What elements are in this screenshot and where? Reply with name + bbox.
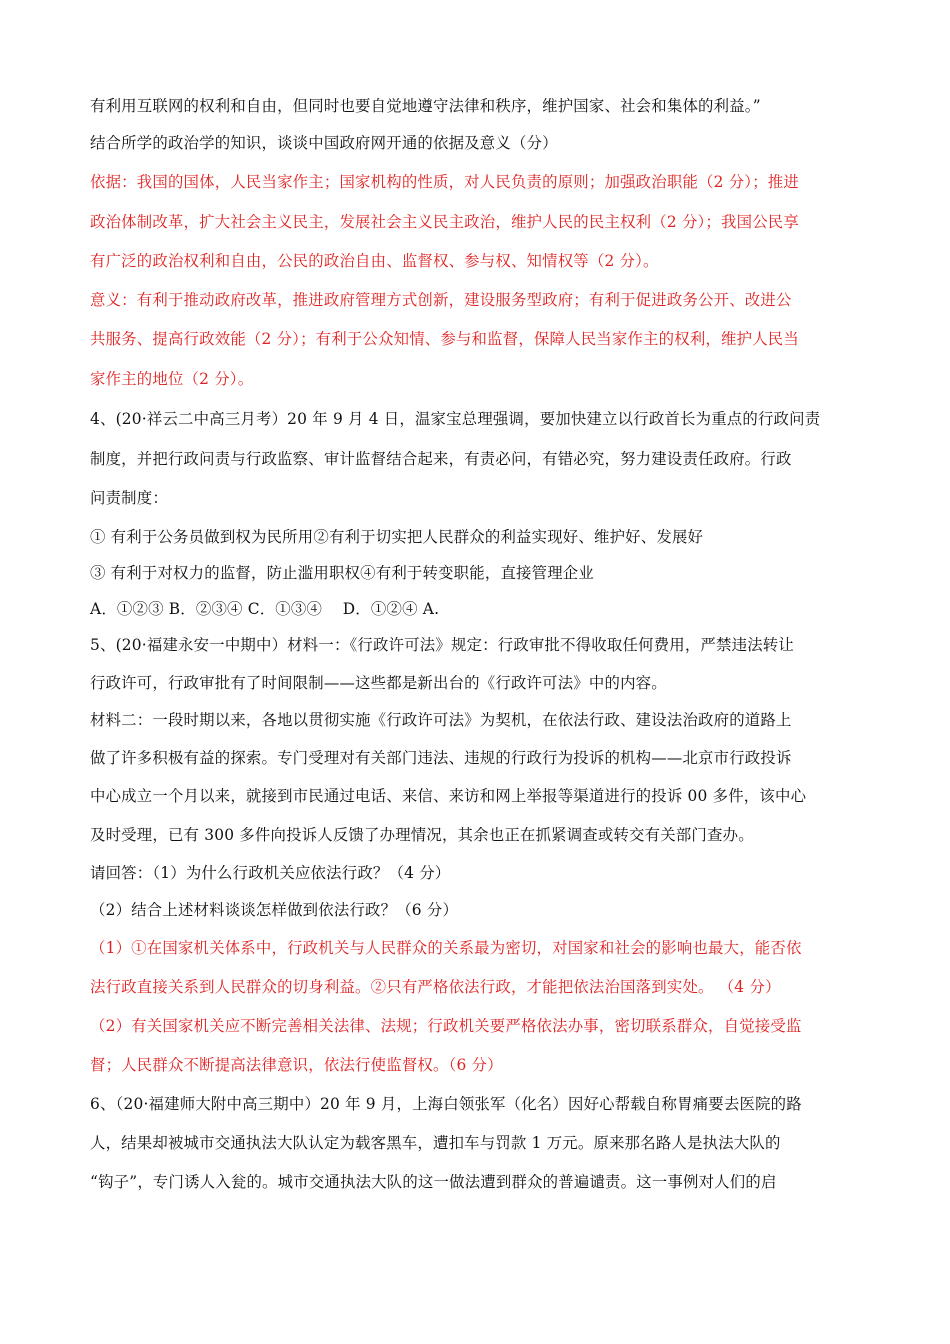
- choices-line: A．①②③ B．②③④ C．①③④ D．①②④ A.: [90, 600, 440, 618]
- text-line: 人，结果却被城市交通执法大队认定为载客黑车，遭扣车与罚款 1 万元。原来那名路人是执法大队的: [90, 1134, 781, 1152]
- answer-line: 法行政直接关系到人民群众的切身利益。②只有严格依法行政，才能把依法治国落到实处。 （4 分）: [90, 978, 781, 996]
- answer-line: 共服务、提高行政效能（2 分）；有利于公众知情、参与和监督，保障人民当家作主的权利，维护人民当: [90, 330, 799, 348]
- question-line: 4、(20·祥云二中高三月考）20 年 9 月 4 日，温家宝总理强调，要加快建立以行政首长为重点的行政问责: [90, 410, 821, 428]
- question-line: 5、(20·福建永安一中期中）材料一：《行政许可法》规定：行政审批不得收取任何费用，严禁违法转让: [90, 636, 794, 654]
- text-line: 问责制度：: [90, 489, 168, 507]
- answer-line: 家作主的地位（2 分）。: [90, 370, 254, 388]
- text-line: 材料二：一段时期以来，各地以贯彻实施《行政许可法》为契机，在依法行政、建设法治政府的道路上: [90, 711, 792, 729]
- text-line: “钩子”，专门诱人入瓮的。城市交通执法大队的这一做法遭到群众的普遍谴责。这一事例对人们的启: [90, 1173, 777, 1191]
- answer-line: 有广泛的政治权利和自由，公民的政治自由、监督权、参与权、知情权等（2 分）。: [90, 252, 659, 270]
- answer-line: 政治体制改革，扩大社会主义民主，发展社会主义民主政治，维护人民的民主权利（2 分）；我国公民享: [90, 213, 799, 231]
- answer-line: 督；人民群众不断提高法律意识，依法行使监督权。（6 分）: [90, 1056, 503, 1074]
- answer-line: 意义：有利于推动政府改革，推进政府管理方式创新，建设服务型政府；有利于促进政务公开、改进公: [90, 291, 792, 309]
- text-line: 中心成立一个月以来，就接到市民通过电话、来信、来访和网上举报等渠道进行的投诉 00 多件，该中心: [90, 787, 807, 805]
- text-line: 有利用互联网的权利和自由，但同时也要自觉地遵守法律和秩序，维护国家、社会和集体的利益。”: [90, 97, 761, 115]
- answer-line: 依据：我国的国体，人民当家作主；国家机构的性质，对人民负责的原则；加强政治职能（2 分）；推进: [90, 173, 799, 191]
- text-line: 制度，并把行政问责与行政监察、审计监督结合起来，有责必问，有错必究，努力建设责任政府。行政: [90, 450, 792, 468]
- option-line: ① 有利于公务员做到权为民所用②有利于切实把人民群众的利益实现好、维护好、发展好: [90, 528, 704, 546]
- option-line: ③ 有利于对权力的监督，防止滥用职权④有利于转变职能，直接管理企业: [90, 564, 594, 582]
- question-line: 6、（20·福建师大附中高三期中）20 年 9 月，上海白领张军（化名）因好心帮载自称胃痛要去医院的路: [90, 1095, 802, 1113]
- text-line: （2）结合上述材料谈谈怎样做到依法行政？（6 分）: [90, 901, 459, 919]
- text-line: 行政许可，行政审批有了时间限制——这些都是新出台的《行政许可法》中的内容。: [90, 674, 667, 692]
- text-line: 结合所学的政治学的知识，谈谈中国政府网开通的依据及意义（分）: [90, 134, 558, 152]
- text-line: 做了许多积极有益的探索。专门受理对有关部门违法、违规的行政行为投诉的机构——北京市行政投诉: [90, 749, 792, 767]
- text-line: 请回答：（1）为什么行政机关应依法行政？（4 分）: [90, 864, 451, 882]
- answer-line: （1）①在国家机关体系中，行政机关与人民群众的关系最为密切，对国家和社会的影响也最大，能否依: [90, 939, 802, 957]
- answer-line: （2）有关国家机关应不断完善相关法律、法规；行政机关要严格依法办事，密切联系群众，自觉接受监: [90, 1017, 802, 1035]
- text-line: 及时受理，已有 300 多件向投诉人反馈了办理情况，其余也正在抓紧调查或转交有关部门查办。: [90, 826, 754, 844]
